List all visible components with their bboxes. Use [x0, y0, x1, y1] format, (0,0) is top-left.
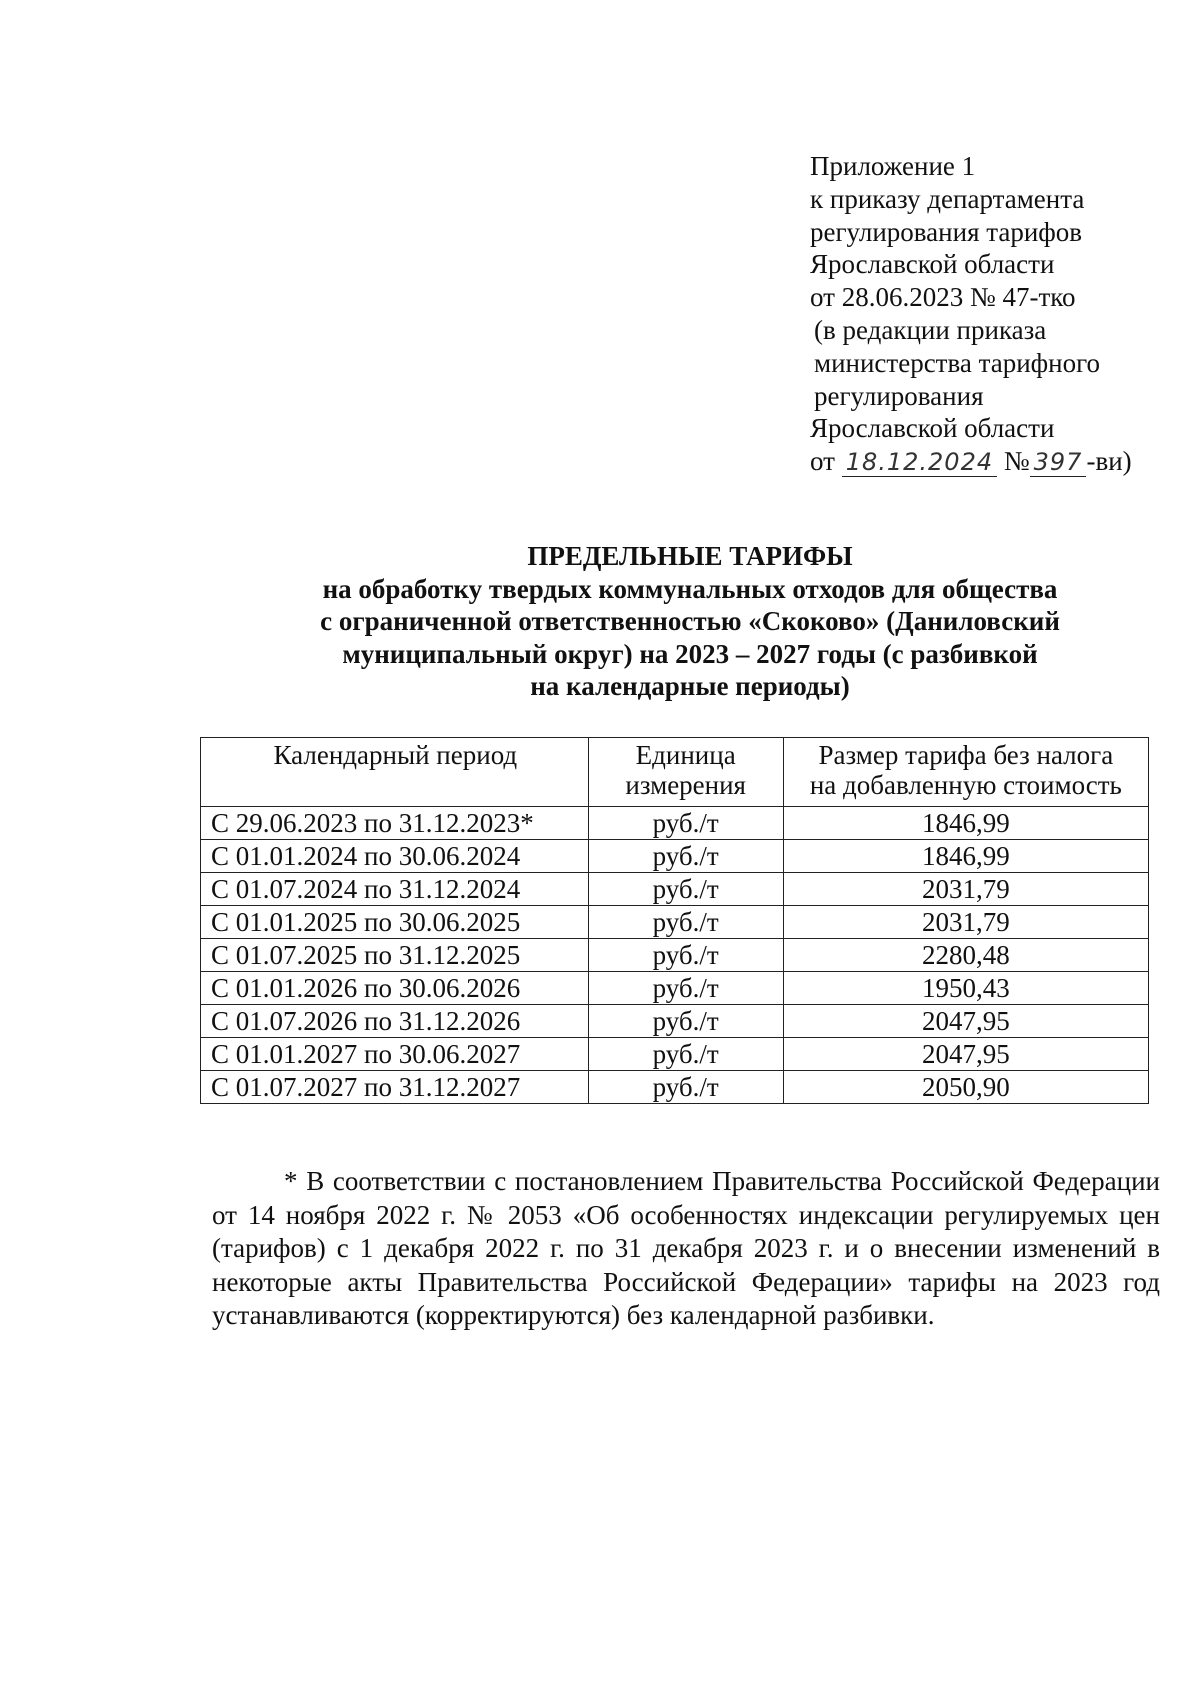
- number-sign: №: [1003, 446, 1030, 477]
- header-unit-line2: измерения: [625, 770, 746, 800]
- table-row: [201, 1005, 1149, 1038]
- cell-unit: руб./т: [588, 1038, 783, 1071]
- table-row: [201, 906, 1149, 939]
- appendix-line: от 28.06.2023 № 47-тко: [810, 282, 1076, 313]
- appendix-line: регулирования: [814, 380, 984, 411]
- table-row: [201, 1038, 1149, 1071]
- cell-period: С 01.01.2025 по 30.06.2025: [201, 906, 589, 939]
- cell-value: 1846,99: [783, 840, 1148, 873]
- cell-unit: руб./т: [588, 1071, 783, 1104]
- header-period: Календарный период: [201, 738, 589, 807]
- appendix-last-line: [810, 445, 1170, 479]
- appendix-line: Ярославской области: [810, 413, 1055, 444]
- cell-value: 2047,95: [783, 1005, 1148, 1038]
- table-row: [201, 1071, 1149, 1104]
- amendment-from-label: от: [810, 446, 835, 477]
- cell-period: С 01.07.2027 по 31.12.2027: [201, 1071, 589, 1104]
- header-value-line2: на добавленную стоимость: [809, 770, 1122, 800]
- table-row: [201, 807, 1149, 840]
- tariff-table: [200, 737, 1149, 1104]
- cell-value: 1950,43: [783, 972, 1148, 1005]
- footnote: * В соответствии с постановлением Правительства Российской Федерации от 14 ноября 2022 г. № 2053 «Об особенностях индексации регулируемых цен (тарифов) с 1 декабря 2022 г. по 31 декабря 2023 г. и о внесении изменений в некоторые акты Правительства Российской Федерации» тарифы на 2023 год устанавливаются (корректируются) без календарной разбивки.: [212, 1166, 1160, 1330]
- title-line: на календарные периоды): [530, 671, 850, 701]
- cell-value: 2031,79: [783, 906, 1148, 939]
- title-line: на обработку твердых коммунальных отходов для общества: [322, 573, 1058, 604]
- appendix-line: (в редакции приказа: [814, 314, 1047, 345]
- title-line: ПРЕДЕЛЬНЫЕ ТАРИФЫ: [527, 541, 853, 571]
- cell-unit: руб./т: [588, 1005, 783, 1038]
- cell-period: С 01.07.2025 по 31.12.2025: [201, 939, 589, 972]
- cell-period: С 01.01.2027 по 30.06.2027: [201, 1038, 589, 1071]
- cell-value: 2050,90: [783, 1071, 1148, 1104]
- appendix-line: министерства тарифного: [814, 347, 1101, 378]
- appendix-line: Ярославской области: [810, 249, 1055, 280]
- document-title: [200, 540, 1180, 703]
- cell-value: 2031,79: [783, 873, 1148, 906]
- amendment-suffix: -ви): [1086, 446, 1132, 477]
- table-row: [201, 972, 1149, 1005]
- header-unit-line1: Единица: [635, 740, 736, 770]
- header-value-line1: Размер тарифа без налога: [818, 740, 1114, 770]
- header-unit: [588, 738, 783, 807]
- appendix-line: Приложение 1: [810, 151, 976, 181]
- appendix-line: к приказу департамента: [810, 183, 1085, 214]
- cell-period: С 01.01.2026 по 30.06.2026: [201, 972, 589, 1005]
- cell-value: 2280,48: [783, 939, 1148, 972]
- header-value: [783, 738, 1148, 807]
- cell-unit: руб./т: [588, 906, 783, 939]
- handwritten-date: 18.12.2024: [842, 448, 997, 477]
- cell-value: 1846,99: [783, 807, 1148, 840]
- cell-value: 2047,95: [783, 1038, 1148, 1071]
- title-line: муниципальный округ) на 2023 – 2027 годы (с разбивкой: [342, 638, 1038, 669]
- cell-period: С 01.07.2024 по 31.12.2024: [201, 873, 589, 906]
- appendix-block: [810, 150, 1170, 479]
- title-line: с ограниченной ответственностью «Скоково» (Даниловский: [320, 606, 1060, 636]
- cell-unit: руб./т: [588, 807, 783, 840]
- cell-unit: руб./т: [588, 840, 783, 873]
- cell-unit: руб./т: [588, 972, 783, 1005]
- cell-unit: руб./т: [588, 873, 783, 906]
- handwritten-number: 397: [1030, 448, 1087, 477]
- cell-unit: руб./т: [588, 939, 783, 972]
- cell-period: С 29.06.2023 по 31.12.2023*: [201, 807, 589, 840]
- cell-period: С 01.01.2024 по 30.06.2024: [201, 840, 589, 873]
- cell-period: С 01.07.2026 по 31.12.2026: [201, 1005, 589, 1038]
- table-row: [201, 939, 1149, 972]
- table-row: [201, 873, 1149, 906]
- appendix-line: регулирования тарифов: [810, 216, 1083, 247]
- table-header-row: [201, 738, 1149, 807]
- table-row: [201, 840, 1149, 873]
